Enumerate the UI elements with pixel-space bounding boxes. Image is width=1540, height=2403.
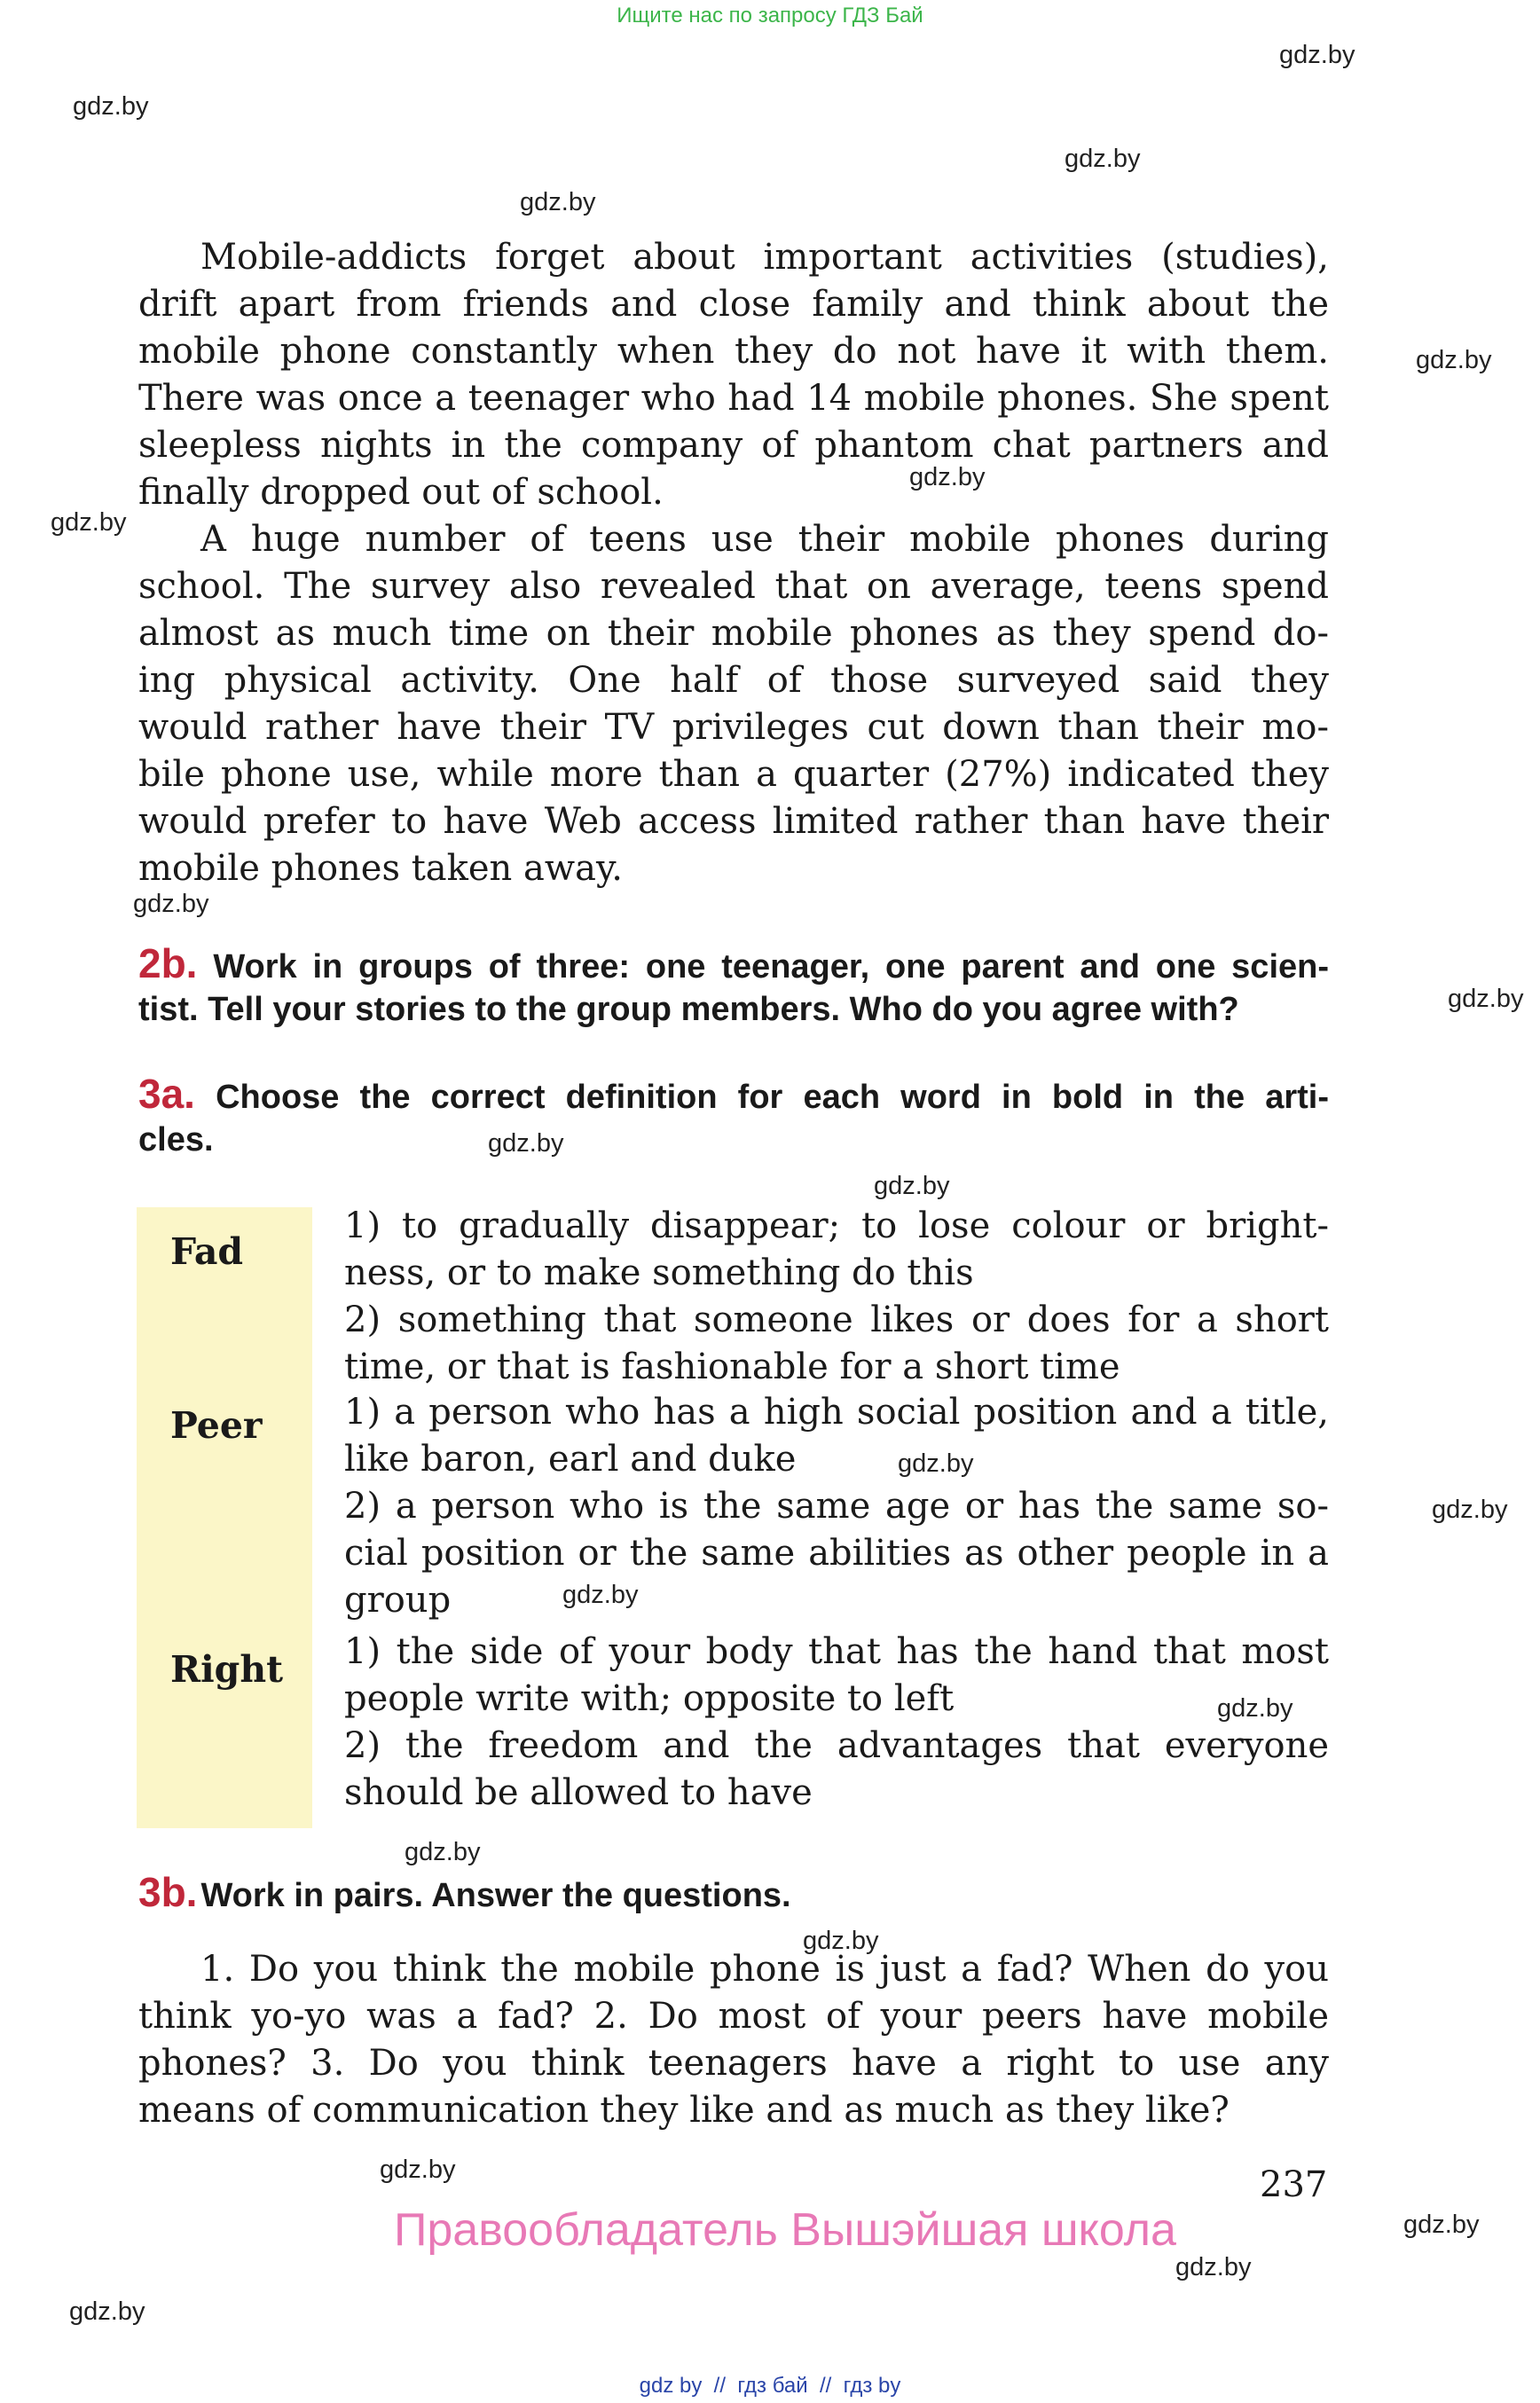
- footer-links[interactable]: gdz by // гдз бай // гдз by: [639, 2374, 901, 2398]
- vocab-word-fad: Fad: [170, 1230, 244, 1273]
- text-line: almost as much time on their mobile phones as they spend do-: [138, 613, 1329, 654]
- question-line: phones? 3. Do you think teenagers have a right to use any: [138, 2043, 1329, 2084]
- definitions-peer: [344, 1389, 1329, 1624]
- watermark: gdz.by: [51, 508, 127, 537]
- questions: [138, 1946, 1329, 2134]
- watermark: gdz.by: [520, 188, 596, 216]
- text-line: sleepless nights in the company of phantom chat partners and: [138, 425, 1329, 466]
- definition-line: like baron, earl and duke: [344, 1439, 797, 1480]
- text-line: Mobile-addicts forget about important activities (studies),: [200, 237, 1329, 278]
- definition-line: 1) a person who has a high social position and a title,: [344, 1392, 1329, 1433]
- task-text: Work in pairs. Answer the questions.: [200, 1877, 791, 1914]
- watermark: gdz.by: [874, 1172, 950, 1200]
- definitions-fad: [344, 1203, 1329, 1391]
- task-3b: [138, 1868, 791, 1916]
- question-line: 1. Do you think the mobile phone is just a fad? When do you: [200, 1949, 1329, 1990]
- exercise-number: 3a.: [138, 1071, 195, 1117]
- text-line: There was once a teenager who had 14 mobile phones. She spent: [138, 378, 1329, 419]
- watermark: gdz.by: [69, 2297, 145, 2326]
- vocabulary-word-column: [137, 1207, 312, 1828]
- watermark: gdz.by: [73, 92, 149, 121]
- watermark: gdz.by: [1217, 1694, 1293, 1723]
- paragraph-1: [138, 234, 1329, 516]
- top-banner: Ищите нас по запросу ГДЗ Бай: [617, 4, 923, 27]
- watermark: gdz.by: [562, 1581, 639, 1609]
- copyright-notice: Правообладатель Вышэйшая школа: [394, 2204, 1176, 2256]
- task-text: Choose the correct definition for each word in bold in the arti-: [216, 1079, 1330, 1116]
- task-line: [138, 1071, 1329, 1117]
- text-line: ing physical activity. One half of those surveyed said they: [138, 660, 1329, 701]
- question-line: means of communication they like and as much as they like?: [138, 2090, 1230, 2131]
- watermark: gdz.by: [1403, 2211, 1480, 2239]
- text-line: would prefer to have Web access limited rather than have their: [138, 801, 1329, 842]
- text-line: drift apart from friends and close family and think about the: [138, 284, 1329, 325]
- watermark: gdz.by: [488, 1129, 564, 1158]
- task-line: tist. Tell your stories to the group members. Who do you agree with?: [138, 991, 1239, 1028]
- definition-line: 2) a person who is the same age or has the same so-: [344, 1486, 1329, 1527]
- text-line: mobile phones taken away.: [138, 848, 623, 889]
- page-number: 237: [1260, 2164, 1328, 2205]
- watermark: gdz.by: [405, 1838, 481, 1866]
- definition-line: cial position or the same abilities as other people in a: [344, 1533, 1329, 1574]
- text-line: school. The survey also revealed that on average, teens spend: [138, 566, 1329, 607]
- task-line: [138, 940, 1329, 986]
- watermark: gdz.by: [1175, 2253, 1252, 2281]
- watermark: gdz.by: [803, 1927, 879, 1955]
- definition-line: should be allowed to have: [344, 1772, 813, 1813]
- watermark: gdz.by: [909, 463, 986, 491]
- task-3a: [138, 1071, 1329, 1163]
- text-line: mobile phone constantly when they do not have it with them.: [138, 331, 1329, 372]
- definition-line: ness, or to make something do this: [344, 1253, 974, 1293]
- vocab-word-peer: Peer: [170, 1404, 263, 1447]
- watermark: gdz.by: [1448, 985, 1524, 1013]
- watermark: gdz.by: [1065, 145, 1141, 173]
- text-line: A huge number of teens use their mobile phones during: [200, 519, 1329, 560]
- definitions-right: [344, 1629, 1329, 1817]
- task-2b: [138, 940, 1329, 1033]
- definition-line: time, or that is fashionable for a short time: [344, 1347, 1120, 1387]
- definition-line: 2) the freedom and the advantages that everyone: [344, 1725, 1329, 1766]
- vocab-word-right: Right: [170, 1648, 284, 1691]
- definition-line: 2) something that someone likes or does for a short: [344, 1300, 1329, 1340]
- definition-line: people write with; opposite to left: [344, 1678, 955, 1719]
- task-text: Work in groups of three: one teenager, one parent and one scien-: [213, 948, 1330, 986]
- watermark: gdz.by: [1416, 346, 1492, 374]
- exercise-number: 3b.: [138, 1869, 198, 1915]
- text-line: bile phone use, while more than a quarter (27%) indicated they: [138, 754, 1329, 795]
- definition-line: 1) the side of your body that has the hand that most: [344, 1631, 1329, 1672]
- definition-line: group: [344, 1580, 452, 1621]
- watermark: gdz.by: [1432, 1496, 1508, 1524]
- definition-line: 1) to gradually disappear; to lose colour or bright-: [344, 1205, 1329, 1246]
- task-line: cles.: [138, 1121, 214, 1158]
- watermark: gdz.by: [1279, 41, 1355, 69]
- watermark: gdz.by: [133, 890, 209, 918]
- question-line: think yo-yo was a fad? 2. Do most of your peers have mobile: [138, 1996, 1329, 2037]
- paragraph-2: [138, 516, 1329, 892]
- exercise-number: 2b.: [138, 940, 198, 986]
- text-line: finally dropped out of school.: [138, 472, 664, 513]
- text-line: would rather have their TV privileges cut down than their mo-: [138, 707, 1329, 748]
- watermark: gdz.by: [898, 1449, 974, 1478]
- watermark: gdz.by: [380, 2156, 456, 2184]
